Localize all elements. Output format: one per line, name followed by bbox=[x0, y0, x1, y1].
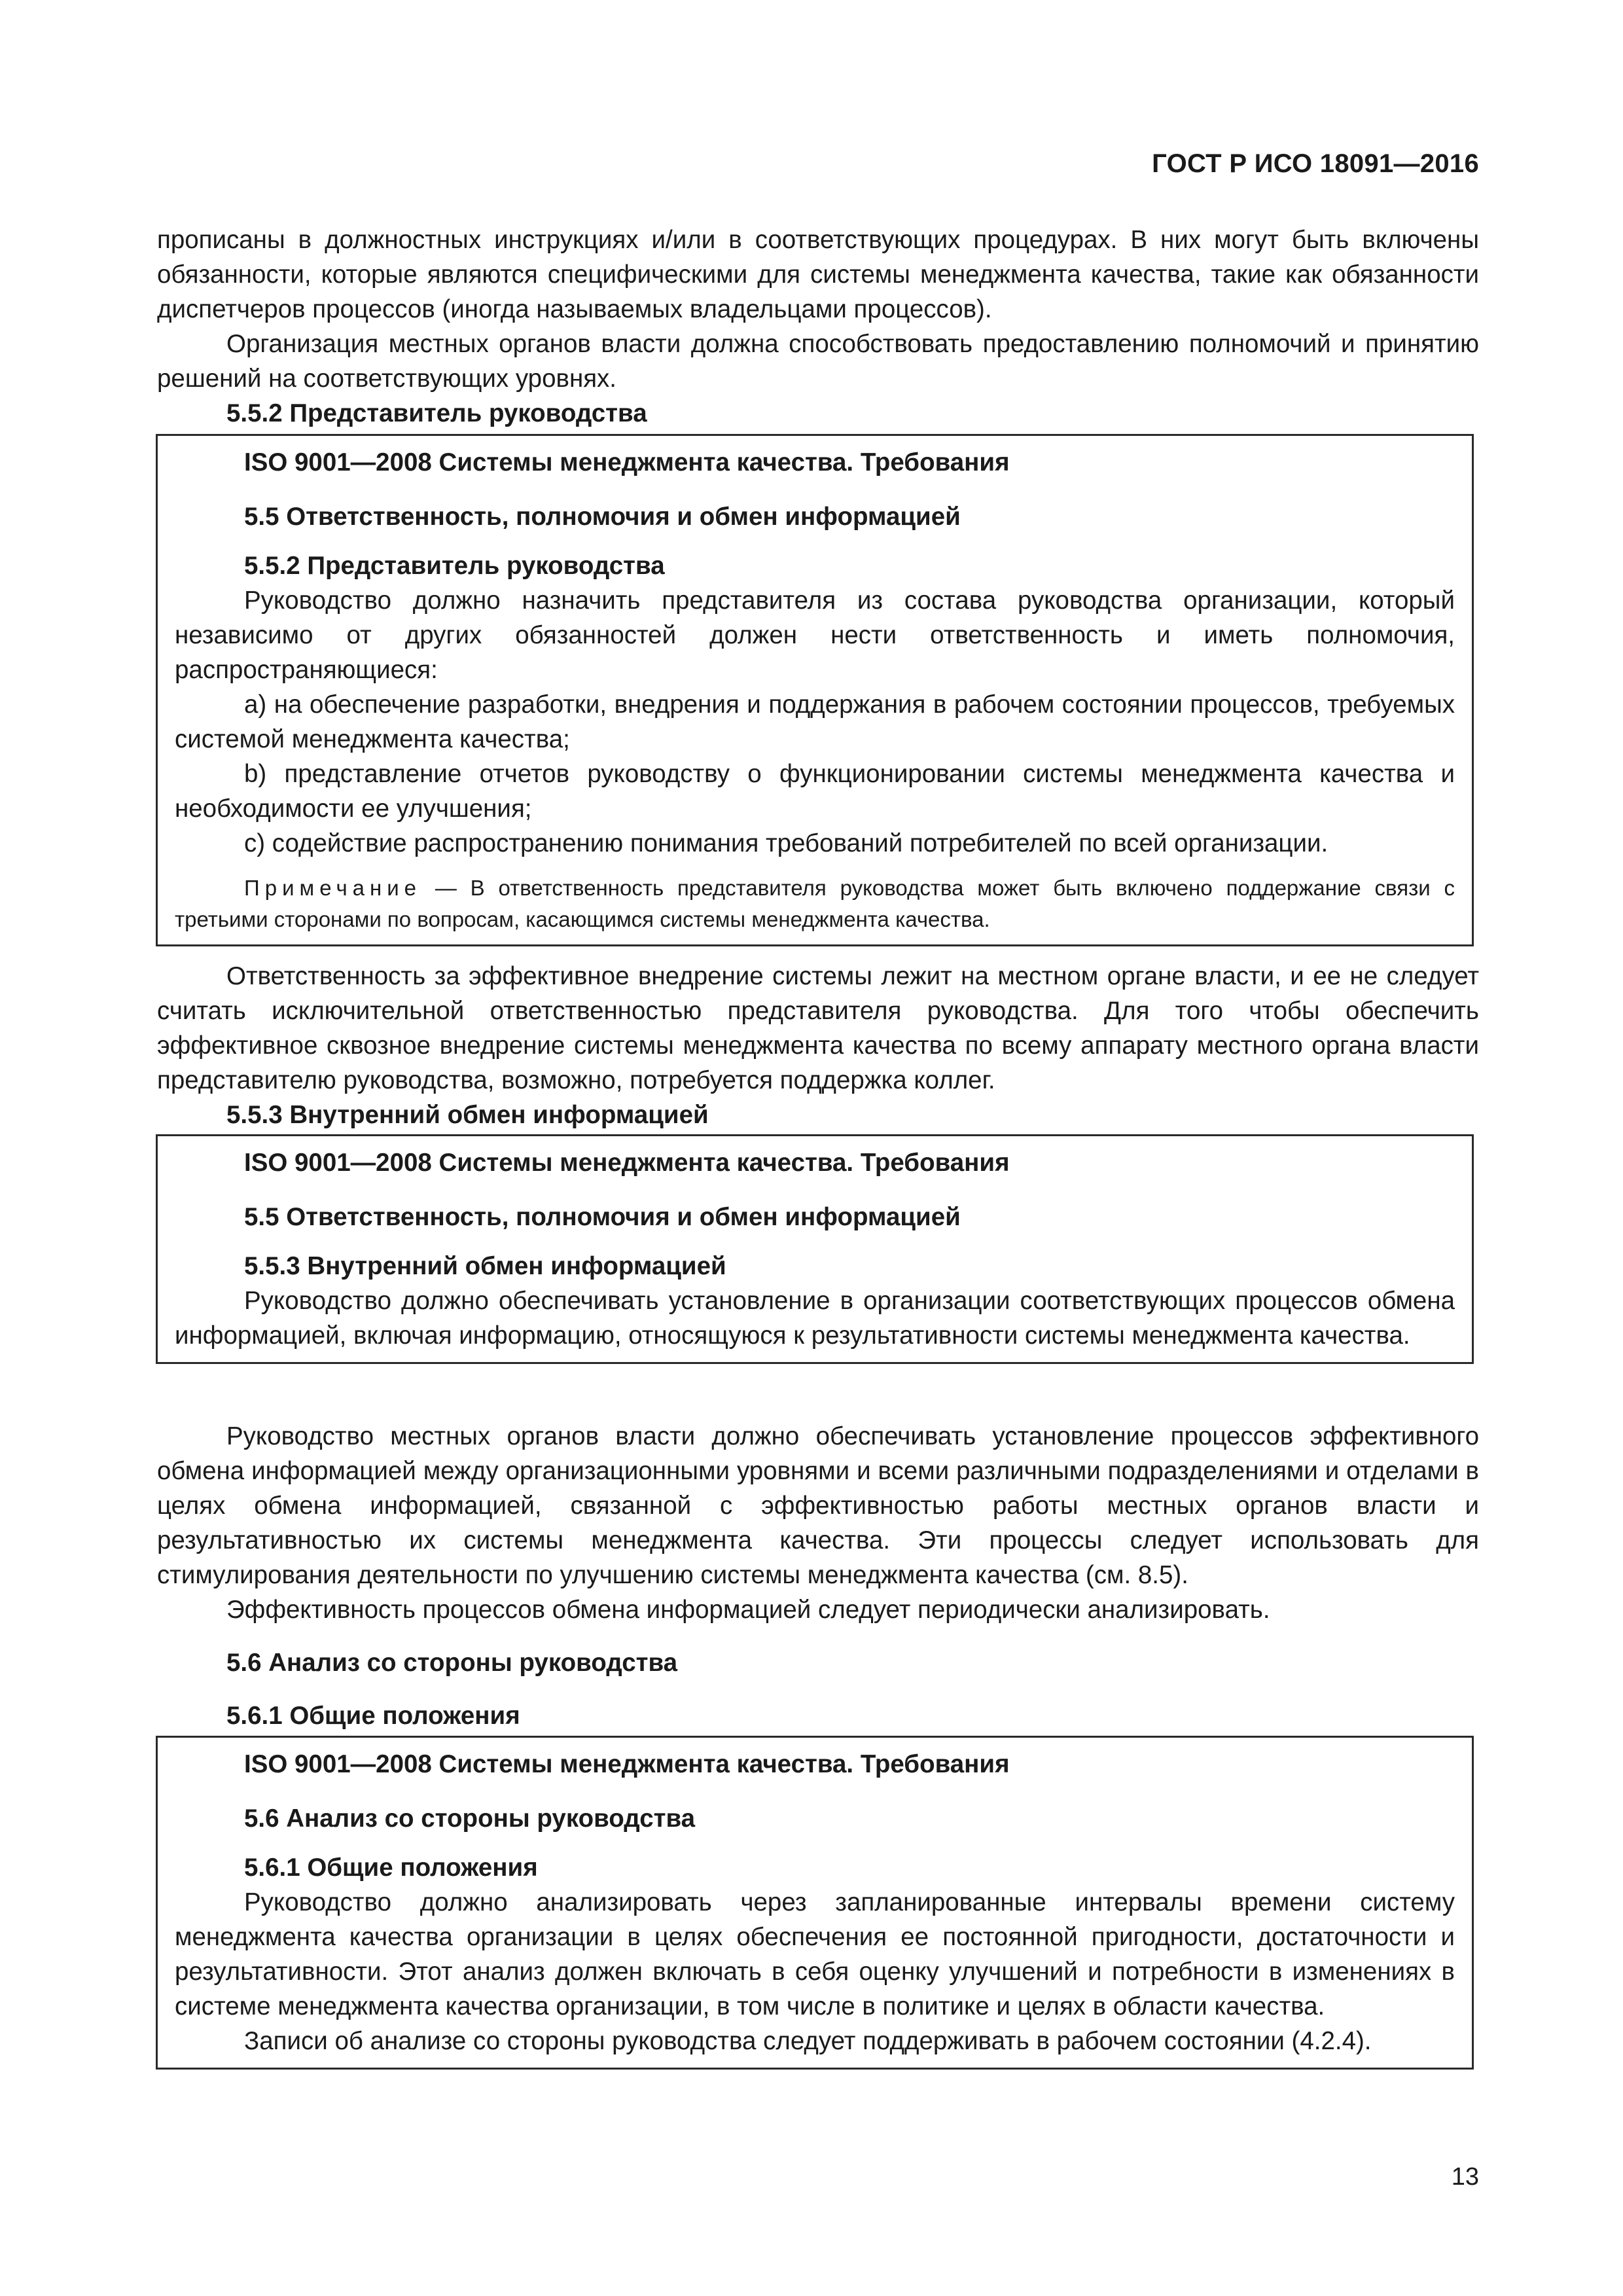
paragraph: Эффективность процессов обмена информацией следует периодически анализировать. bbox=[226, 1596, 1270, 1624]
standard-code: ГОСТ Р ИСО 18091—2016 bbox=[1152, 149, 1479, 178]
text-block-2 bbox=[157, 959, 1479, 1132]
quote-heading: 5.6 Анализ со стороны руководства bbox=[244, 1804, 696, 1833]
list-item-c: с) содействие распространению понимания требований потребителей по всей организации. bbox=[244, 829, 1329, 857]
iso-quote-box-5-6-1 bbox=[156, 1736, 1474, 2070]
quote-title: ISO 9001—2008 Системы менеджмента качества. Требования bbox=[244, 1750, 1010, 1778]
quote-paragraph: Записи об анализе со стороны руководства следует поддерживать в рабочем состоянии (4.2.4). bbox=[244, 2027, 1372, 2055]
page-number: 13 bbox=[1451, 2163, 1479, 2191]
text-block-1 bbox=[157, 223, 1479, 431]
note-label: Примечание bbox=[244, 876, 422, 900]
quote-subheading: 5.5.3 Внутренний обмен информацией bbox=[244, 1252, 726, 1280]
quote-heading: 5.5 Ответственность, полномочия и обмен информацией bbox=[244, 503, 961, 531]
paragraph: Организация местных органов власти должна способствовать предоставлению полномочий и принятию решений на соответствующих уровнях. bbox=[157, 330, 1479, 393]
section-heading-5-6-1: 5.6.1 Общие положения bbox=[226, 1702, 520, 1730]
paragraph: Руководство местных органов власти должно обеспечивать установление процессов эффективного обмена информацией между организационными уровнями и всеми различными подразделениями и отделами в целях обмена информацией, связанной с эффективностью работы местных органов власти и результативностью их системы менеджмента качества. Эти процессы следует использовать для стимулирования деятельности по улучшению системы менеджмента качества (см. 8.5). bbox=[157, 1422, 1479, 1589]
note-text: — В ответственность представителя руководства может быть включено поддержание связи с третьими сторонами по вопросам, касающимся системы менеджмента качества. bbox=[175, 876, 1455, 931]
quote-paragraph: Руководство должно обеспечивать установление в организации соответствующих процессов обмена информацией, включая информацию, относящуюся к результативности системы менеджмента качества. bbox=[175, 1287, 1455, 1350]
paragraph: Ответственность за эффективное внедрение системы лежит на местном органе власти, и ее не следует считать исключительной ответственностью представителя руководства. Для того чтобы обеспечить эффективное сквозное внедрение системы менеджмента качества по всему аппарату местного органа власти представителю руководства, возможно, потребуется поддержка коллег. bbox=[157, 962, 1479, 1094]
quote-paragraph: Руководство должно назначить представителя из состава руководства организации, который независимо от других обязанностей должен нести ответственность и иметь полномочия, распространяющиеся: bbox=[175, 586, 1455, 684]
iso-quote-box-5-5-3 bbox=[156, 1134, 1474, 1364]
section-heading-5-5-2: 5.5.2 Представитель руководства bbox=[226, 399, 647, 427]
quote-subheading: 5.6.1 Общие положения bbox=[244, 1854, 538, 1882]
quote-heading: 5.5 Ответственность, полномочия и обмен информацией bbox=[244, 1203, 961, 1231]
section-heading-5-6: 5.6 Анализ со стороны руководства bbox=[226, 1649, 678, 1677]
quote-paragraph: Руководство должно анализировать через запланированные интервалы времени систему менеджмента качества организации в целях обеспечения ее постоянной пригодности, достаточности и результативности. Этот анализ должен включать в себя оценку улучшений и потребности в изменениях в системе менеджмента качества организации, в том числе в политике и целях в области качества. bbox=[175, 1888, 1455, 2020]
paragraph: прописаны в должностных инструкциях и/или в соответствующих процедурах. В них могут быть включены обязанности, которые являются специфическими для системы менеджмента качества, такие как обязанности диспетчеров процессов (иногда называемых владельцами процессов). bbox=[157, 226, 1479, 323]
section-heading-5-5-3: 5.5.3 Внутренний обмен информацией bbox=[226, 1101, 709, 1129]
quote-title: ISO 9001—2008 Системы менеджмента качества. Требования bbox=[244, 1149, 1010, 1177]
list-item-b: b) представление отчетов руководству о функционировании системы менеджмента качества и необходимости ее улучшения; bbox=[175, 760, 1455, 823]
note bbox=[175, 872, 1455, 935]
text-block-3 bbox=[157, 1419, 1479, 1733]
iso-quote-box-5-5-2 bbox=[156, 434, 1474, 946]
quote-subheading: 5.5.2 Представитель руководства bbox=[244, 552, 665, 580]
list-item-a: а) на обеспечение разработки, внедрения и поддержания в рабочем состоянии процессов, требуемых системой менеджмента качества; bbox=[175, 691, 1455, 753]
quote-title: ISO 9001—2008 Системы менеджмента качества. Требования bbox=[244, 448, 1010, 476]
